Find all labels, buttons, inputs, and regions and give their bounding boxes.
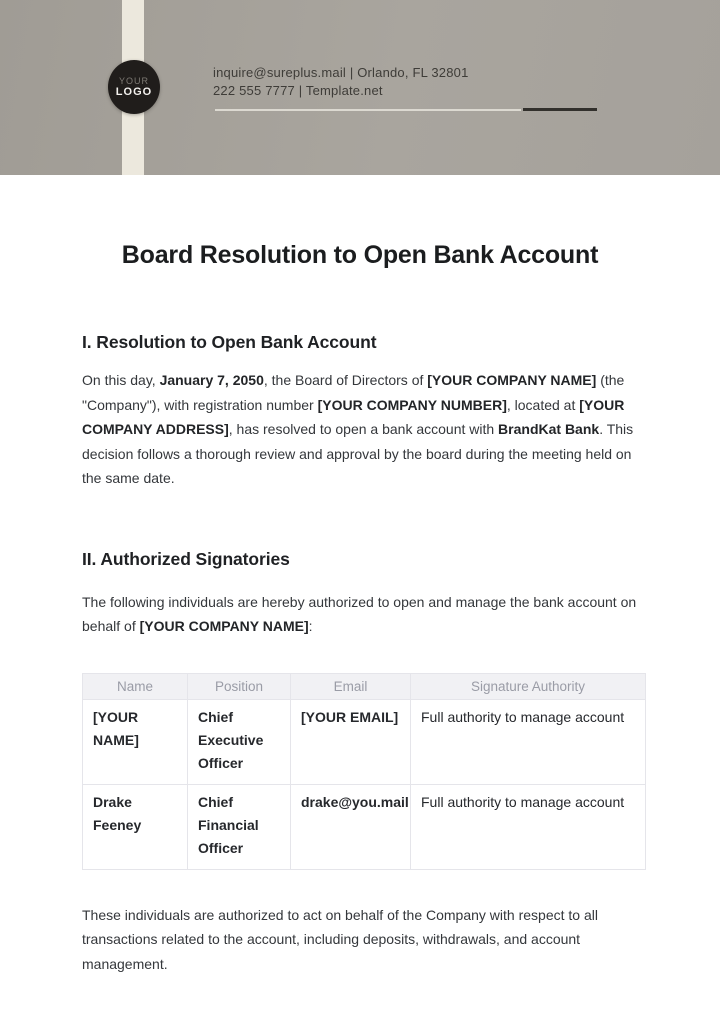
bold-text-segment: BrandKat Bank [498, 421, 600, 437]
table-cell: Drake Feeney [83, 784, 188, 869]
logo-text-logo: LOGO [115, 85, 153, 98]
section-heading-resolution: I. Resolution to Open Bank Account [82, 332, 377, 352]
table-cell: [YOUR NAME] [83, 699, 188, 784]
section-signatories [82, 549, 638, 870]
text-segment: These individuals are authorized to act on behalf of the Company with respect to all transactions related to the account, including deposits, withdrawals, and account management. [82, 906, 598, 972]
logo-text-your: YOUR [118, 75, 149, 86]
text-segment: , located at [506, 396, 580, 413]
divider-line-dark [523, 108, 597, 111]
contact-line-email-address: inquire@sureplus.mail | Orlando, FL 32801 [213, 65, 469, 80]
contact-line-phone-website: 222 555 7777 | Template.net [213, 83, 383, 98]
table-cell: Chief Financial Officer [188, 784, 291, 869]
contact-info [213, 64, 469, 100]
section-heading-signatories: II. Authorized Signatories [82, 548, 290, 569]
text-segment: , has resolved to open a bank account with [228, 421, 499, 437]
resolution-paragraph [82, 368, 638, 491]
bold-text-segment: [YOUR COMPANY NUMBER] [317, 396, 507, 413]
table-body [83, 699, 646, 869]
text-segment: (the "Company"), with registration number [82, 372, 625, 413]
bold-text-segment: January 7, 2050 [159, 372, 264, 388]
column-header: Signature Authority [411, 673, 646, 699]
column-header: Email [291, 673, 411, 699]
table-cell: Full authority to manage account [411, 699, 646, 784]
signatories-intro-paragraph [82, 590, 638, 639]
bold-text-segment: [YOUR COMPANY ADDRESS] [82, 396, 625, 437]
divider-line-light [215, 109, 521, 111]
text-segment: The following individuals are hereby authorized to open and manage the bank account on behalf of [82, 593, 637, 634]
column-header: Position [188, 673, 291, 699]
text-segment: : [308, 618, 313, 634]
closing-paragraph [82, 903, 638, 977]
table-cell: [YOUR EMAIL] [291, 699, 411, 784]
text-segment: . This decision follows a thorough review and approval by the board during the meeting held on the same date. [82, 421, 634, 486]
bold-text-segment: [YOUR COMPANY NAME] [427, 372, 597, 388]
document-body [0, 175, 720, 976]
column-header: Name [83, 673, 188, 699]
table-cell: Chief Executive Officer [188, 699, 291, 784]
bold-text-segment: [YOUR COMPANY NAME] [139, 618, 309, 634]
table-row [83, 784, 646, 869]
letterhead [0, 0, 720, 175]
table-header [83, 673, 646, 699]
table-row [83, 699, 646, 784]
signatories-table [82, 673, 646, 870]
text-segment: On this day, [82, 372, 160, 388]
document-title: Board Resolution to Open Bank Account [121, 241, 599, 269]
company-logo [108, 60, 160, 114]
table-cell: drake@you.mail [291, 784, 411, 869]
section-resolution [82, 332, 638, 491]
table-cell: Full authority to manage account [411, 784, 646, 869]
table-header-row [83, 673, 646, 699]
text-segment: , the Board of Directors of [263, 372, 428, 388]
